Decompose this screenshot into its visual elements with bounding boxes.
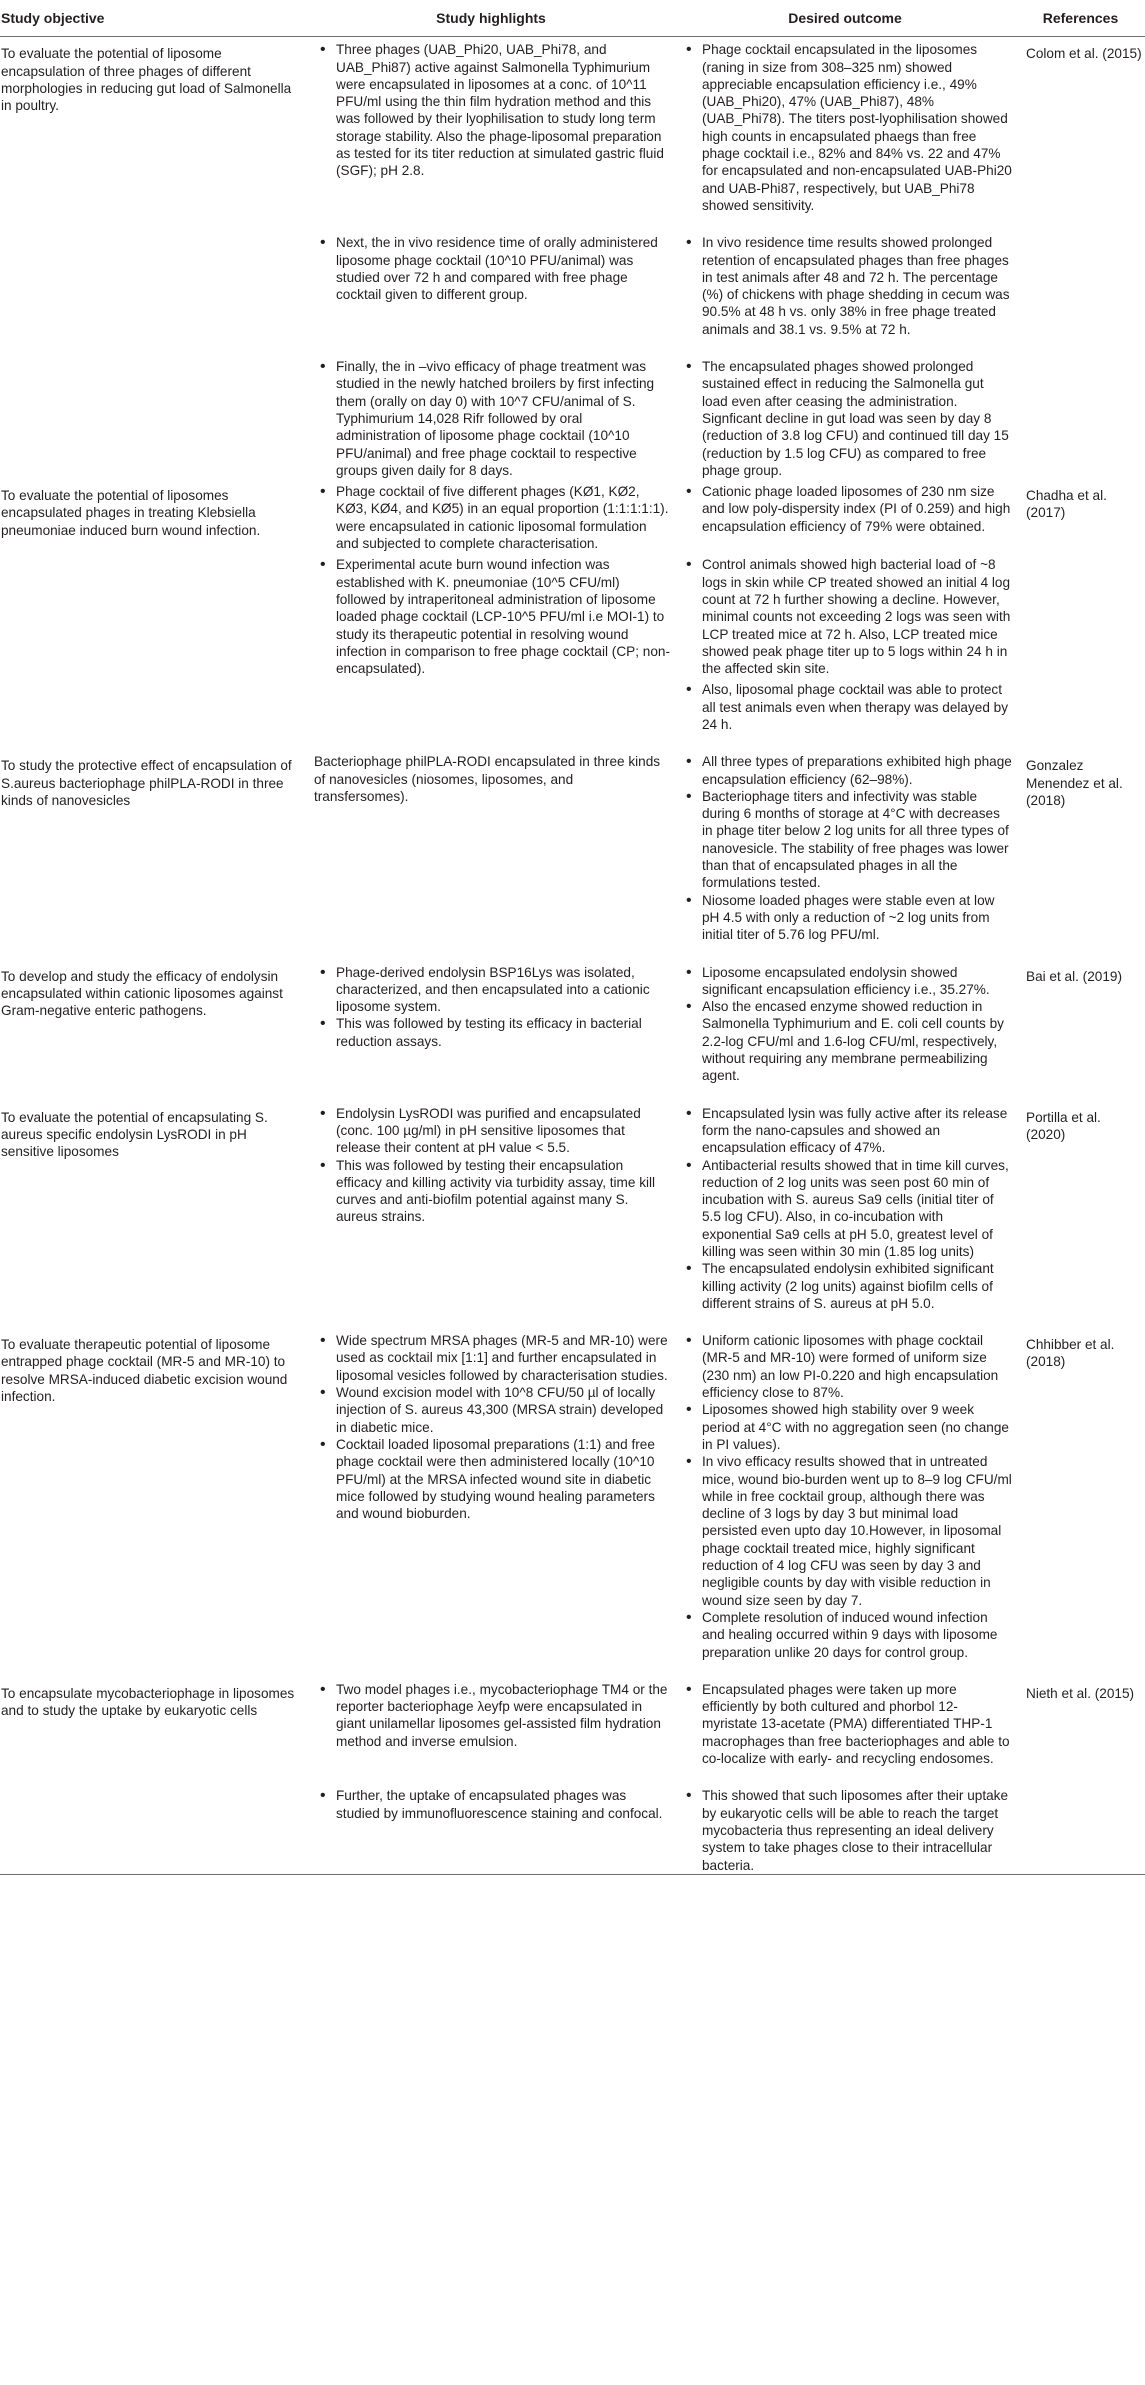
outcome-cell (674, 37, 1016, 214)
list-item: • Wide spectrum MRSA phages (MR-5 and MR-10) were used as cocktail mix [1:1] and further encapsulated in liposomal vesicles followed by characterisation studies. (314, 1332, 670, 1384)
outcome-cell (674, 1101, 1016, 1313)
highlights-cell (308, 354, 674, 479)
highlights-cell (308, 1783, 674, 1874)
header-references: References (1016, 0, 1145, 37)
list-item: • Liposomes showed high stability over 9 week period at 4°C with no aggregation seen (no change in PI values). (680, 1401, 1012, 1453)
list-item: • The encapsulated endolysin exhibited significant killing activity (2 log units) against biofilm cells of different strains of S. aureus at pH 5.0. (680, 1260, 1012, 1312)
outcome-cell (674, 479, 1016, 552)
list-item: • In vivo residence time results showed prolonged retention of encapsulated phages than free phages in test animals after 48 and 72 h. The percentage (%) of chickens with phage shedding in cecum was 90.5% at 48 h vs. only 38% in free phage treated animals and 38.1 vs. 9.5% at 72 h. (680, 234, 1012, 338)
outcome-cell (674, 552, 1016, 677)
list-item: • Phage-derived endolysin BSP16Lys was isolated, characterized, and then encapsulated into a cationic liposome system. (314, 964, 670, 1016)
outcome-cell (674, 1677, 1016, 1767)
list-item: • Complete resolution of induced wound infection and healing occurred within 9 days with liposome preparation unlike 20 days for control group. (680, 1609, 1012, 1661)
reference-cell: Nieth et al. (2015) (1016, 1677, 1145, 1874)
highlights-cell (308, 479, 674, 552)
objective-cell: To evaluate the potential of liposome encapsulation of three phages of different morphologies in reducing gut load of Salmonella in poultry. (1, 46, 292, 114)
list-item: • Also, liposomal phage cocktail was able to protect all test animals even when therapy was delayed by 24 h. (680, 681, 1012, 733)
header-objective: Study objective (0, 0, 308, 37)
list-item: • Uniform cationic liposomes with phage cocktail (MR-5 and MR-10) were formed of uniform size (230 nm) an low PI-0.220 and high encapsulation efficiency close to 87%. (680, 1332, 1012, 1401)
table-row (0, 1328, 1145, 1661)
highlights-cell (308, 960, 674, 1085)
table-row (0, 479, 1145, 552)
table-row (0, 749, 1145, 943)
list-item: • This was followed by testing their encapsulation efficacy and killing activity via turbidity assay, time kill curves and anti-biofilm potential against many S. aureus strains. (314, 1157, 670, 1226)
highlights-cell (308, 552, 674, 733)
list-item: • Niosome loaded phages were stable even at low pH 4.5 with only a reduction of ~2 log units from initial titer of 5.76 log PFU/ml. (680, 892, 1012, 944)
reference-cell: Gonzalez Menendez et al. (2018) (1026, 758, 1123, 808)
list-item: • Wound excision model with 10^8 CFU/50 µl of locally injection of S. aureus 43,300 (MRSA strain) developed in diabetic mice. (314, 1384, 670, 1436)
list-item: • This was followed by testing its efficacy in bacterial reduction assays. (314, 1015, 670, 1050)
table-row (0, 960, 1145, 1085)
reference-cell: Portilla et al. (2020) (1026, 1109, 1101, 1142)
highlights-cell (308, 1101, 674, 1313)
list-item: • This showed that such liposomes after their uptake by eukaryotic cells will be able to reach the target mycobacteria thus representing an ideal delivery system to take phages close to their intracellular bacteria. (680, 1787, 1012, 1873)
header-highlights: Study highlights (308, 0, 674, 37)
list-item: • Phage cocktail encapsulated in the liposomes (raning in size from 308–325 nm) showed appreciable encapsulation efficiency i.e., 49% (UAB_Phi20), 47% (UAB_Phi87), 48% (UAB_Phi78). The titers post-lyophilisation showed high counts in encapsulated phaegs than free phage cocktail i.e., 82% and 84% vs. 22 and 47% for encapsulated and non-encapsulated UAB-Phi20 and UAB-Phi87, respectively, but UAB_Phi78 showed sensitivity. (680, 41, 1012, 214)
highlights-cell (308, 749, 674, 943)
table-row (0, 37, 1145, 214)
reference-cell: Colom et al. (2015) (1026, 46, 1142, 62)
outcome-cell (674, 749, 1016, 943)
outcome-cell (674, 677, 1016, 733)
reference-cell: Chhibber et al. (2018) (1026, 1337, 1115, 1370)
header-outcome: Desired outcome (674, 0, 1016, 37)
highlights-cell (308, 1328, 674, 1661)
objective-cell: To encapsulate mycobacteriophage in liposomes and to study the uptake by eukaryotic cells (0, 1677, 308, 1874)
outcome-cell (674, 1328, 1016, 1661)
outcome-cell (674, 230, 1016, 338)
list-item: • Bacteriophage titers and infectivity was stable during 6 months of storage at 4°C with decreases in phage titer below 2 log units for all three types of nanovesicle. The stability of free phages was lower than that of encapsulated phages in all the formulations tested. (680, 788, 1012, 892)
objective-cell: To study the protective effect of encapsulation of S.aureus bacteriophage philPLA-RODI in three kinds of nanovesicles (1, 758, 292, 808)
list-item: • Phage cocktail of five different phages (KØ1, KØ2, KØ3, KØ4, and KØ5) in an equal proportion (1:1:1:1:1). were encapsulated in cationic liposomal formulation and subjected to complete characterisation. (314, 483, 670, 552)
highlights-cell (308, 37, 674, 214)
table-row (0, 1101, 1145, 1313)
list-item: • Cocktail loaded liposomal preparations (1:1) and free phage cocktail were then administered locally (10^10 PFU/ml) at the MRSA infected wound site in diabetic mice followed by studying wound healing parameters and wound bioburden. (314, 1436, 670, 1522)
reference-cell: Chadha et al. (2017) (1026, 488, 1107, 521)
highlight-text: Bacteriophage philPLA-RODI encapsulated in three kinds of nanovesicles (niosomes, liposomes, and transfersomes). (314, 754, 661, 804)
list-item: • Finally, the in –vivo efficacy of phage treatment was studied in the newly hatched broilers by first infecting them (orally on day 0) with 10^7 CFU/animal of S. Typhimurium 14,028 Rifr followed by oral administration of liposome phage cocktail (10^10 PFU/animal) and free phage cocktail to respective groups given daily for 8 days. (314, 358, 670, 479)
list-item: • Endolysin LysRODI was purified and encapsulated (conc. 100 µg/ml) in pH sensitive liposomes that release their content at pH value < 5.5. (314, 1105, 670, 1157)
highlights-cell (308, 230, 674, 338)
list-item: • Liposome encapsulated endolysin showed significant encapsulation efficiency i.e., 35.27%. (680, 964, 1012, 999)
list-item: • Experimental acute burn wound infection was established with K. pneumoniae (10^5 CFU/ml) followed by intraperitoneal administration of liposome loaded phage cocktail (LCP-10^5 PFU/ml i.e MOI-1) to study its therapeutic potential in resolving wound infection in comparison to free phage cocktail (CP; non-encapsulated). (314, 556, 670, 677)
list-item: • Antibacterial results showed that in time kill curves, reduction of 2 log units was seen post 60 min of incubation with S. aureus Sa9 cells (initial titer of 5.5 log CFU). Also, in co-incubation with exponential Sa9 cells at pH 5.0, greatest level of killing was seen within 30 min (1.85 log units) (680, 1157, 1012, 1261)
list-item: • Cationic phage loaded liposomes of 230 nm size and low poly-dispersity index (PI of 0.259) and high encapsulation efficiency of 79% were obtained. (680, 483, 1012, 535)
outcome-cell (674, 354, 1016, 479)
outcome-cell (674, 960, 1016, 1085)
list-item: • Control animals showed high bacterial load of ~8 logs in skin while CP treated showed an initial 4 log count at 72 h further showing a decline. However, minimal counts not exceeding 2 logs was seen with LCP treated mice at 72 h. Also, LCP treated mice showed peak phage titer up to 5 logs within 24 h in the affected skin site. (680, 556, 1012, 677)
list-item: • The encapsulated phages showed prolonged sustained effect in reducing the Salmonella gut load even after ceasing the administration. Signficant decline in gut load was seen by day 8 (reduction of 3.8 log CFU) and continued till day 15 (reduction by 1.5 log CFU) as compared to free phage group. (680, 358, 1012, 479)
list-item: • Three phages (UAB_Phi20, UAB_Phi78, and UAB_Phi87) active against Salmonella Typhimurium were encapsulated in liposomes at a conc. of 10^11 PFU/ml using the thin film hydration method and this was followed by their lyophilisation to study long term storage stability. Also the phage-liposomal preparation as tested for its titer reduction at simulated gastric fluid (SGF); pH 2.8. (314, 41, 670, 179)
objective-cell: To evaluate therapeutic potential of liposome entrapped phage cocktail (MR-5 and MR-10) to resolve MRSA-induced diabetic excision wound infection. (1, 1337, 288, 1405)
list-item: • Two model phages i.e., mycobacteriophage TM4 or the reporter bacteriophage λeyfp were encapsulated in giant unilamellar liposomes gel-assisted film hydration method and inverse emulsion. (314, 1681, 670, 1750)
outcome-cell (674, 1783, 1016, 1874)
objective-cell: To develop and study the efficacy of endolysin encapsulated within cationic liposomes against Gram-negative enteric pathogens. (1, 968, 283, 1019)
list-item: • All three types of preparations exhibited high phage encapsulation efficiency (62–98%). (680, 753, 1012, 788)
list-item: • Further, the uptake of encapsulated phages was studied by immunofluorescence staining and confocal. (314, 1787, 670, 1822)
objective-cell: To evaluate the potential of liposomes encapsulated phages in treating Klebsiella pneumoniae induced burn wound infection. (1, 488, 261, 538)
table-row (0, 1677, 1145, 1767)
objective-cell: To evaluate the potential of encapsulating S. aureus specific endolysin LysRODI in pH sensitive liposomes (1, 1109, 268, 1160)
list-item: • In vivo efficacy results showed that in untreated mice, wound bio-burden went up to 8–9 log CFU/ml while in free cocktail group, although there was decline of 3 logs by day 3 but minimal load persisted even upto day 10.However, in liposomal phage cocktail treated mice, highly significant reduction of 4 log CFU was seen by day 3 and negligible counts by day with visible reduction in wound size seen by day 7. (680, 1453, 1012, 1609)
list-item: • Encapsulated phages were taken up more efficiently by both cultured and phorbol 12-myristate 13-acetate (PMA) differentiated THP-1 macrophages than free bacteriophages and able to co-localize with early- and recycling endosomes. (680, 1681, 1012, 1767)
header-row (0, 0, 1145, 37)
list-item: • Also the encased enzyme showed reduction in Salmonella Typhimurium and E. coli cell counts by 2.2-log CFU/ml and 1.6-log CFU/ml, respectively, without requiring any membrane permeabilizing agent. (680, 998, 1012, 1084)
highlights-cell (308, 1677, 674, 1767)
list-item: • Encapsulated lysin was fully active after its release form the nano-capsules and showed an encapsulation efficacy of 47%. (680, 1105, 1012, 1157)
list-item: • Next, the in vivo residence time of orally administered liposome phage cocktail (10^10 PFU/animal) was studied over 72 h and compared with free phage cocktail given to different group. (314, 234, 670, 303)
reference-cell: Bai et al. (2019) (1026, 968, 1122, 984)
